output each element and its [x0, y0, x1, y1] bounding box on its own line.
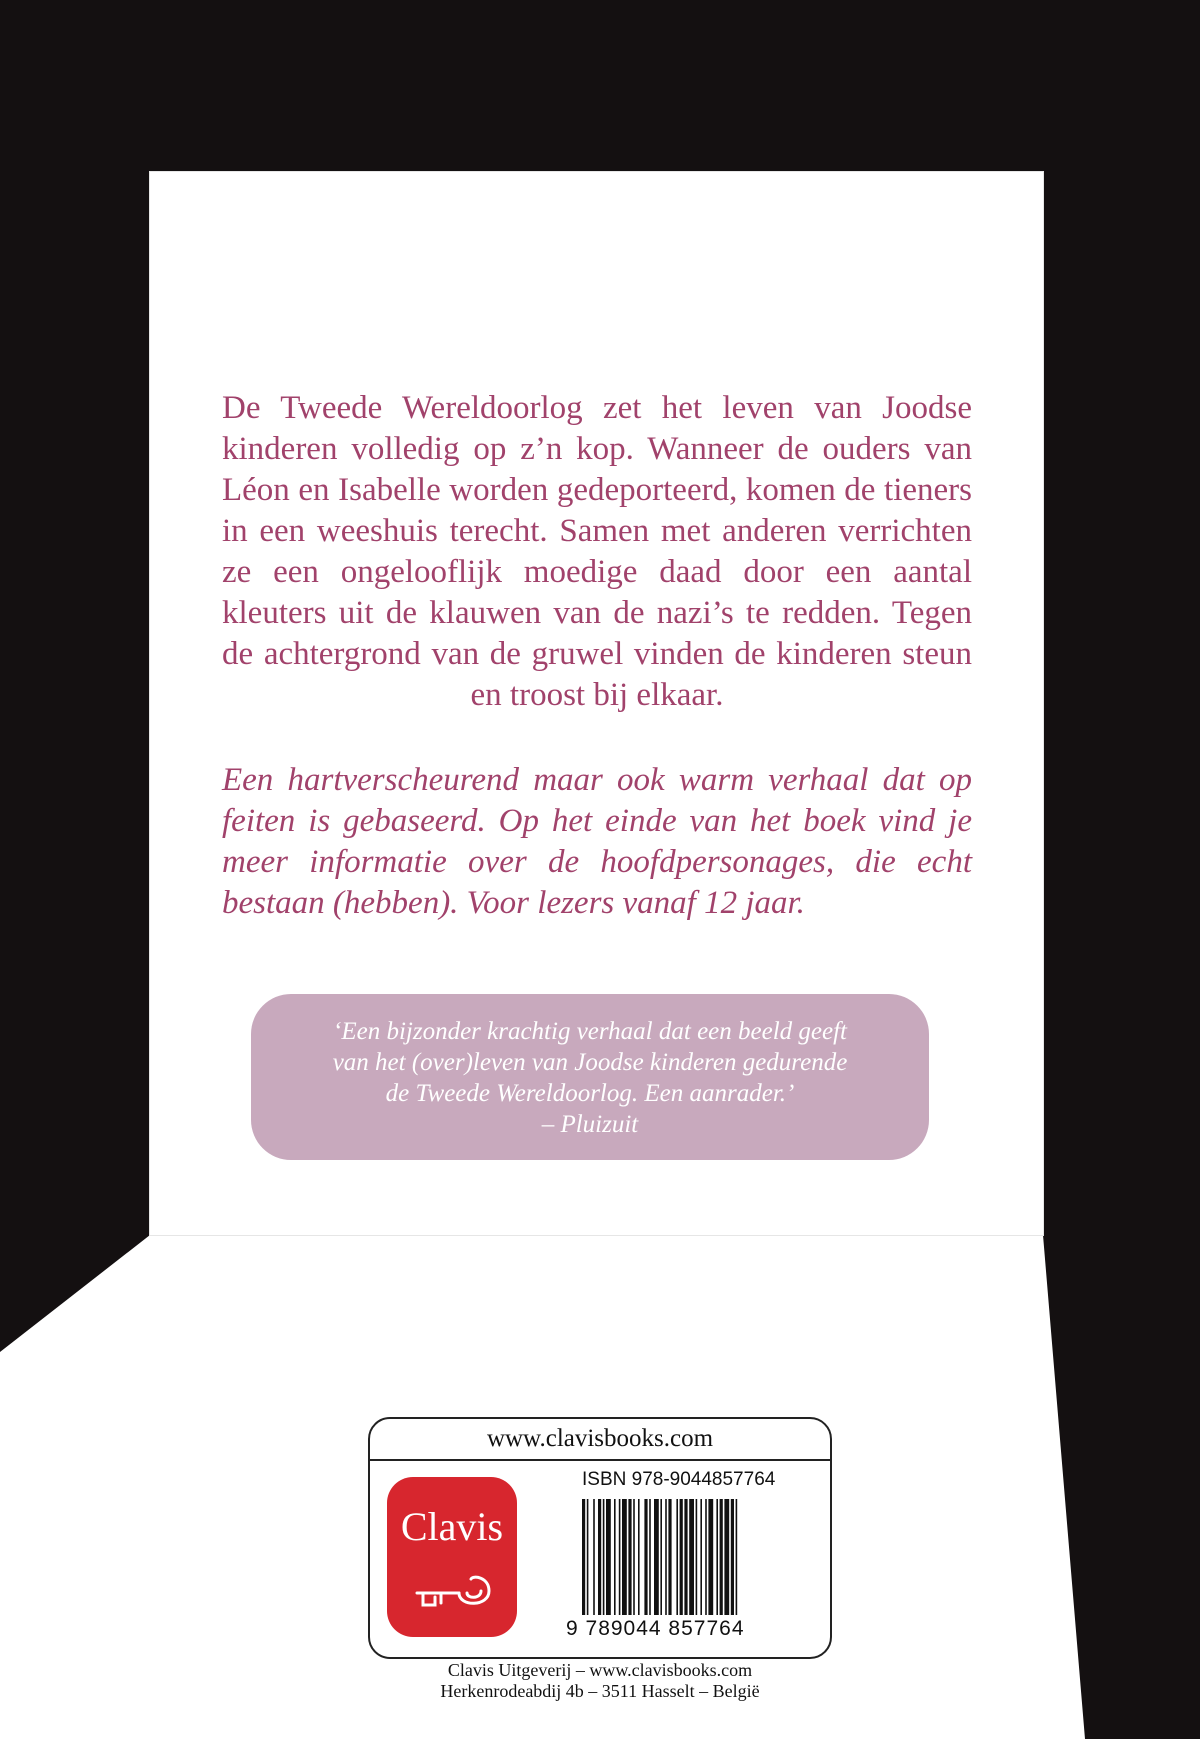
barcode-bar [684, 1499, 687, 1615]
barcode-bar [716, 1499, 718, 1615]
barcode-bar [633, 1499, 635, 1615]
barcode-bar [587, 1499, 589, 1615]
publisher-footer [0, 1660, 1200, 1702]
barcode-bar [628, 1499, 631, 1615]
barcode-bar [720, 1499, 723, 1615]
description-text: De Tweede Wereldoorlog zet het leven van Joodse kinderen volledig op z’n kop. Wanneer de ouders van Léon en Isabelle worden gedeporteerd, komen de tieners in een weeshuis terecht. Samen met anderen verrichten ze een ongelooflijk moedige daad door een aantal kleuters uit de klauwen van de nazi’s te redden. Tegen de achtergrond van de gruwel vinden de kinderen steun en troost bij elkaar. [222, 390, 972, 713]
barcode [582, 1499, 792, 1615]
tagline-text: Een hartverscheurend maar ook warm verhaal dat op feiten is gebaseerd. Op het einde van het boek vind je meer informatie over de hoofdpersonages, die echt bestaan (hebben). Voor lezers vanaf 12 jaar. [222, 762, 972, 921]
barcode-bar [654, 1499, 659, 1615]
barcode-bar [614, 1499, 616, 1615]
barcode-bar [700, 1499, 702, 1615]
barcode-bar [606, 1499, 611, 1615]
barcode-bar [638, 1499, 640, 1615]
barcode-bar [676, 1499, 678, 1615]
barcode-bar [736, 1499, 738, 1615]
barcode-bar [660, 1499, 662, 1615]
barcode-bar [708, 1499, 713, 1615]
publisher-info-box [368, 1417, 832, 1659]
barcode-bar [622, 1499, 627, 1615]
barcode-bar [705, 1499, 707, 1615]
barcode-bar [680, 1499, 683, 1615]
clavis-logo [387, 1477, 517, 1637]
barcode-digits: 9 789044 857764 [566, 1617, 745, 1640]
barcode-bar [731, 1499, 734, 1615]
review-quote-box [251, 994, 929, 1160]
key-icon [415, 1569, 495, 1619]
barcode-bar [619, 1499, 621, 1615]
quote-line: ‘Een bijzonder krachtig verhaal dat een beeld geeft [333, 1018, 847, 1045]
barcode-bar [689, 1499, 694, 1615]
publisher-url[interactable]: www.clavisbooks.com [370, 1419, 830, 1461]
barcode-bar [582, 1499, 585, 1615]
logo-text: Clavis [400, 1504, 504, 1549]
barcode-bar [603, 1499, 605, 1615]
quote-line: van het (over)leven van Joodse kinderen gedurende [332, 1049, 848, 1076]
barcode-bar [696, 1499, 698, 1615]
footer-line: Clavis Uitgeverij – www.clavisbooks.com [447, 1660, 753, 1680]
barcode-bar [644, 1499, 647, 1615]
isbn-label: ISBN 978-9044857764 [582, 1469, 776, 1490]
barcode-bar [649, 1499, 651, 1615]
barcode-bar [724, 1499, 729, 1615]
review-quote [251, 1016, 929, 1140]
barcode-bar [668, 1499, 671, 1615]
footer-line: Herkenrodeabdij 4b – 3511 Hasselt – België [440, 1681, 760, 1701]
quote-source: – Pluizuit [541, 1111, 639, 1138]
barcode-bar [665, 1499, 667, 1615]
barcode-bar [593, 1499, 595, 1615]
quote-line: de Tweede Wereldoorlog. Een aanrader.’ [385, 1080, 795, 1107]
barcode-bar [598, 1499, 601, 1615]
